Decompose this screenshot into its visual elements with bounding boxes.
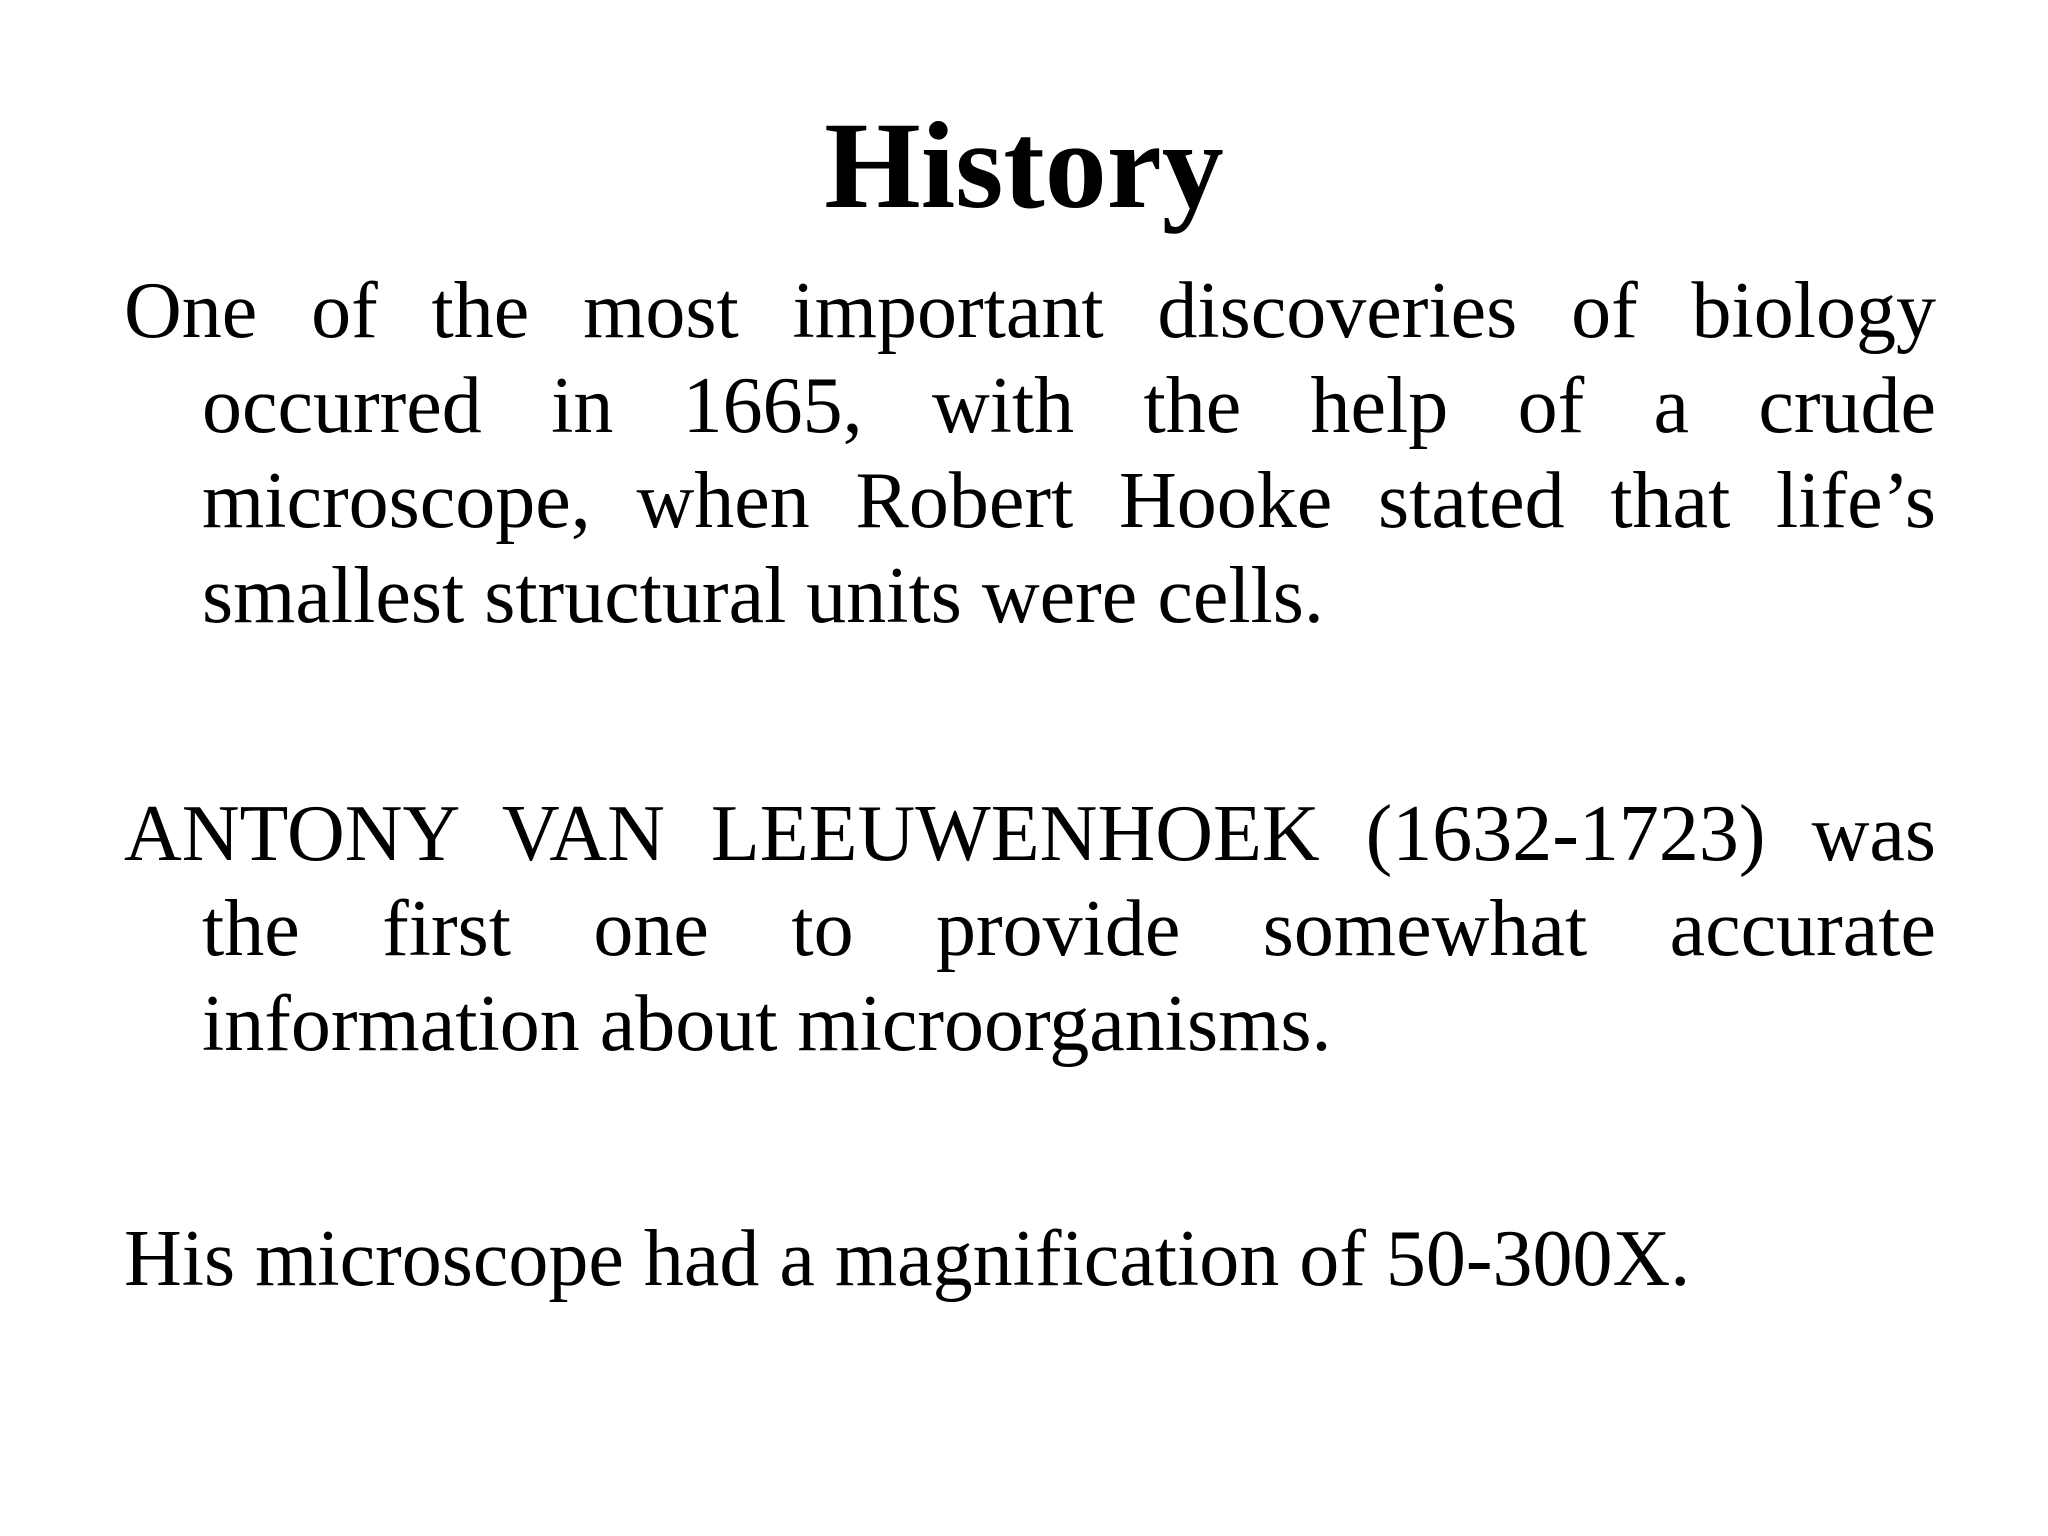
paragraph-leeuwenhoek: ANTONY VAN LEEUWENHOEK (1632-1723) was the first one to provide somewhat accurate information about microorganisms. (124, 790, 1936, 1068)
slide-title: History (824, 97, 1224, 234)
paragraph-magnification: His microscope had a magnification of 50-300X. (124, 1215, 1691, 1303)
paragraph-hooke: One of the most important discoveries of biology occurred in 1665, with the help of a crude microscope, when Robert Hooke stated that life’s smallest structural units were cells. (124, 267, 1936, 640)
